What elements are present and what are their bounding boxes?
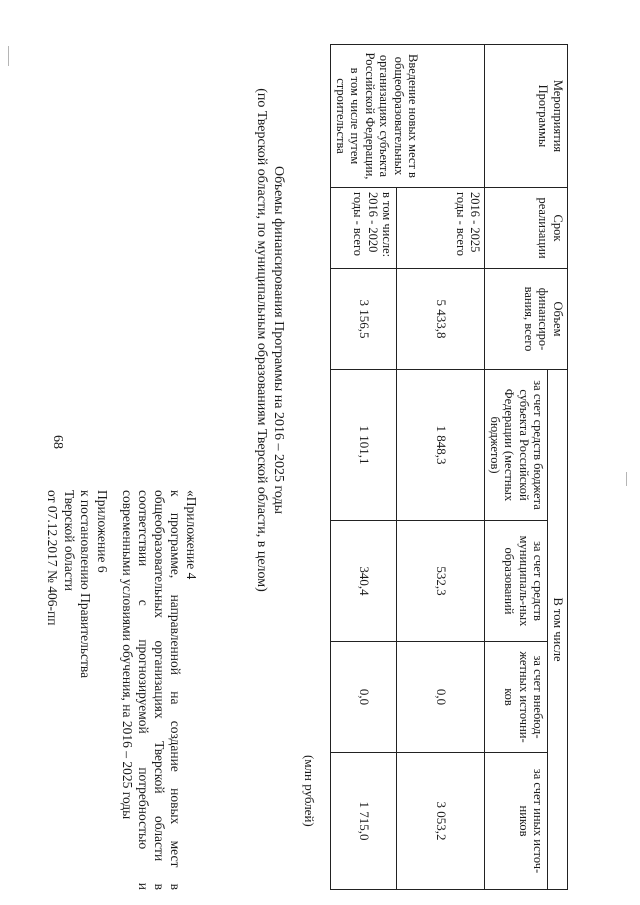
title-line: Объемы финансирования Программы на 2016 – 2025 годы (271, 165, 286, 515)
term-cell: в том числе: 2016 - 2020 годы - всего (331, 188, 397, 269)
program-reference-heading: «Приложение 4 (184, 490, 199, 580)
table-row (397, 45, 485, 890)
header-measures: Мероприятия Программы (485, 45, 568, 188)
program-reference-line: современными условиями обучения, на 2016 – 2025 годы (120, 490, 135, 820)
financing-table (331, 44, 569, 890)
header-municipal: за счет средств муниципаль-ных образований (485, 521, 548, 642)
measure-cell: Введение новых мест в общеобразовательных организациях субъекта Российской Федерации, в том числе путем строительства (331, 45, 485, 188)
header-other: за счет иных источ-ников (485, 753, 548, 890)
header-regional: за счет средств бюджета субъекта Российской Федерации (местных бюджетов) (485, 370, 548, 521)
program-reference (119, 490, 199, 890)
header-volume: Объем финансиро-вания, всего (485, 269, 568, 370)
regional-cell: 1 848,3 (397, 370, 485, 521)
program-reference-line: к программе, направленной на создание новых мест в (168, 490, 183, 890)
volume-cell: 5 433,8 (397, 269, 485, 370)
header-term: Срок реализации (485, 188, 568, 269)
table-header-row (548, 45, 568, 890)
appendix-line: к постановлению Правительства (78, 490, 94, 679)
header-extrabudget: за счет внебюд-жетных источни-ков (485, 642, 548, 753)
other-cell: 3 053,2 (397, 753, 485, 890)
appendix-line: от 07.12.2017 № 406-пп (45, 490, 61, 626)
program-reference-line: соответствии с прогнозируемой потребностью и (136, 490, 151, 890)
appendix-line: Приложение 6 (95, 490, 110, 573)
extrabudget-cell: 0,0 (397, 642, 485, 753)
appendix-block (44, 490, 110, 678)
document-title (253, 60, 286, 620)
units-label: (млн рублей) (302, 755, 317, 827)
municipal-cell: 340,4 (331, 521, 397, 642)
regional-cell: 1 101,1 (331, 370, 397, 521)
program-reference-line: общеобразовательных организациях Тверской области в (152, 490, 167, 890)
term-cell: 2016 - 2025 годы - всего (397, 188, 485, 269)
appendix-line: Тверской области (62, 490, 77, 591)
header-including: В том числе (548, 370, 568, 890)
title-subline: (по Тверской области, по муниципальным образованиям Тверской области, в целом) (254, 88, 270, 592)
page-number: 68 (50, 435, 65, 449)
municipal-cell: 532,3 (397, 521, 485, 642)
extrabudget-cell: 0,0 (331, 642, 397, 753)
other-cell: 1 715,0 (331, 753, 397, 890)
volume-cell: 3 156,5 (331, 269, 397, 370)
